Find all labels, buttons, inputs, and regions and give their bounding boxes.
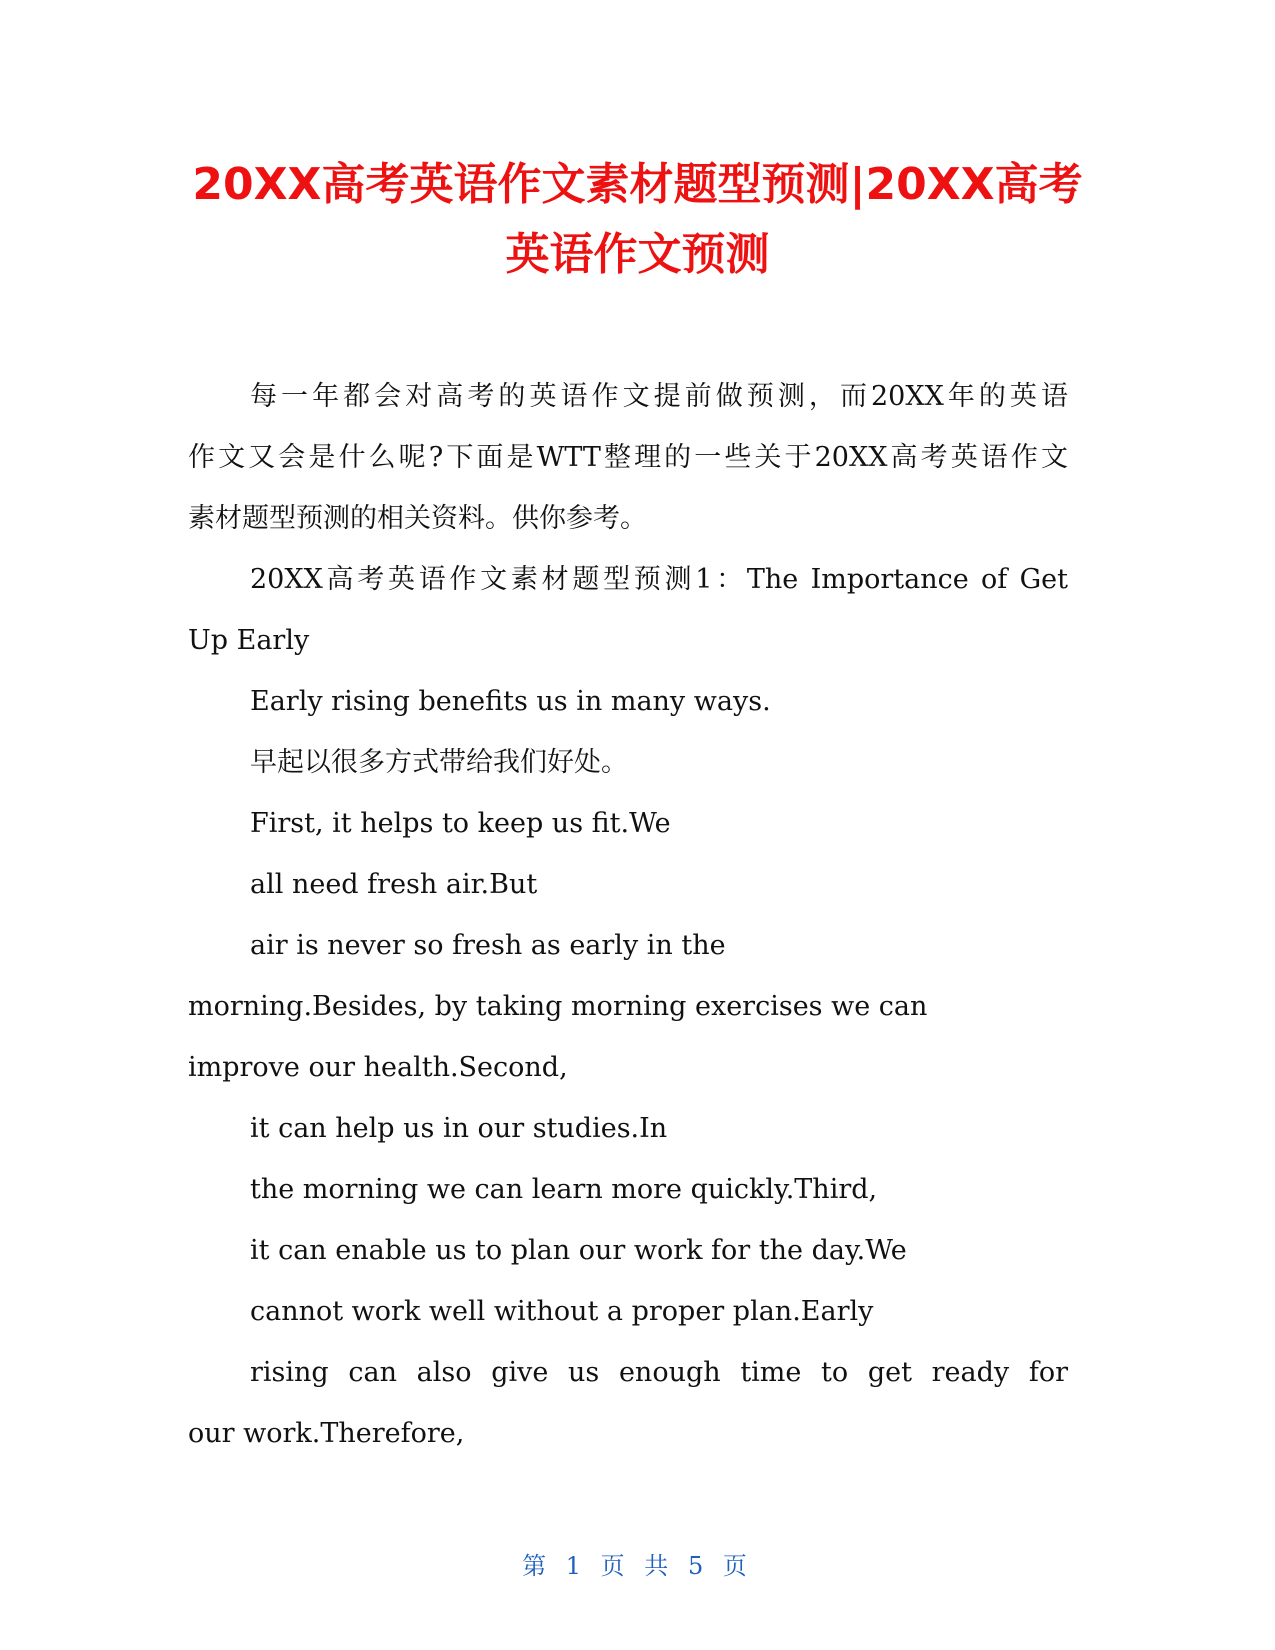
title-line-1: 20XX高考英语作文素材题型预测|20XX高考 [192,159,1083,210]
paragraph-line: our work.Therefore, [188,1418,465,1449]
page-number-footer: 第 1 页 共 5 页 [522,1552,753,1580]
title-line-2: 英语作文预测 [505,229,770,280]
paragraph-line: rising can also give us enough time to get ready for [250,1357,1068,1388]
paragraph-line: First, it helps to keep us fit.We [250,808,671,839]
paragraph-line: it can enable us to plan our work for the day.We [250,1235,907,1266]
paragraph-line: the morning we can learn more quickly.Third, [250,1174,878,1205]
paragraph-line: 20XX高考英语作文素材题型预测1：The Importance of Get [250,564,1068,595]
paragraph-line: it can help us in our studies.In [250,1113,668,1144]
document-body [188,366,1068,1464]
paragraph-line: 作文又会是什么呢?下面是WTT整理的一些关于20XX高考英语作文 [188,442,1068,473]
paragraph-line: all need fresh air.But [250,869,538,900]
paragraph-line: 每一年都会对高考的英语作文提前做预测，而20XX年的英语 [250,381,1068,412]
paragraph-line: cannot work well without a proper plan.Early [250,1296,874,1327]
paragraph-line: 早起以很多方式带给我们好处。 [250,747,628,778]
page-title [170,150,1105,290]
paragraph-line: Early rising benefits us in many ways. [250,686,771,717]
paragraph-line: Up Early [188,625,310,656]
paragraph-line: morning.Besides, by taking morning exercises we can [188,991,928,1022]
paragraph-line: air is never so fresh as early in the [250,930,726,961]
paragraph-line: 素材题型预测的相关资料。供你参考。 [188,503,647,534]
paragraph-line: improve our health.Second, [188,1052,568,1083]
